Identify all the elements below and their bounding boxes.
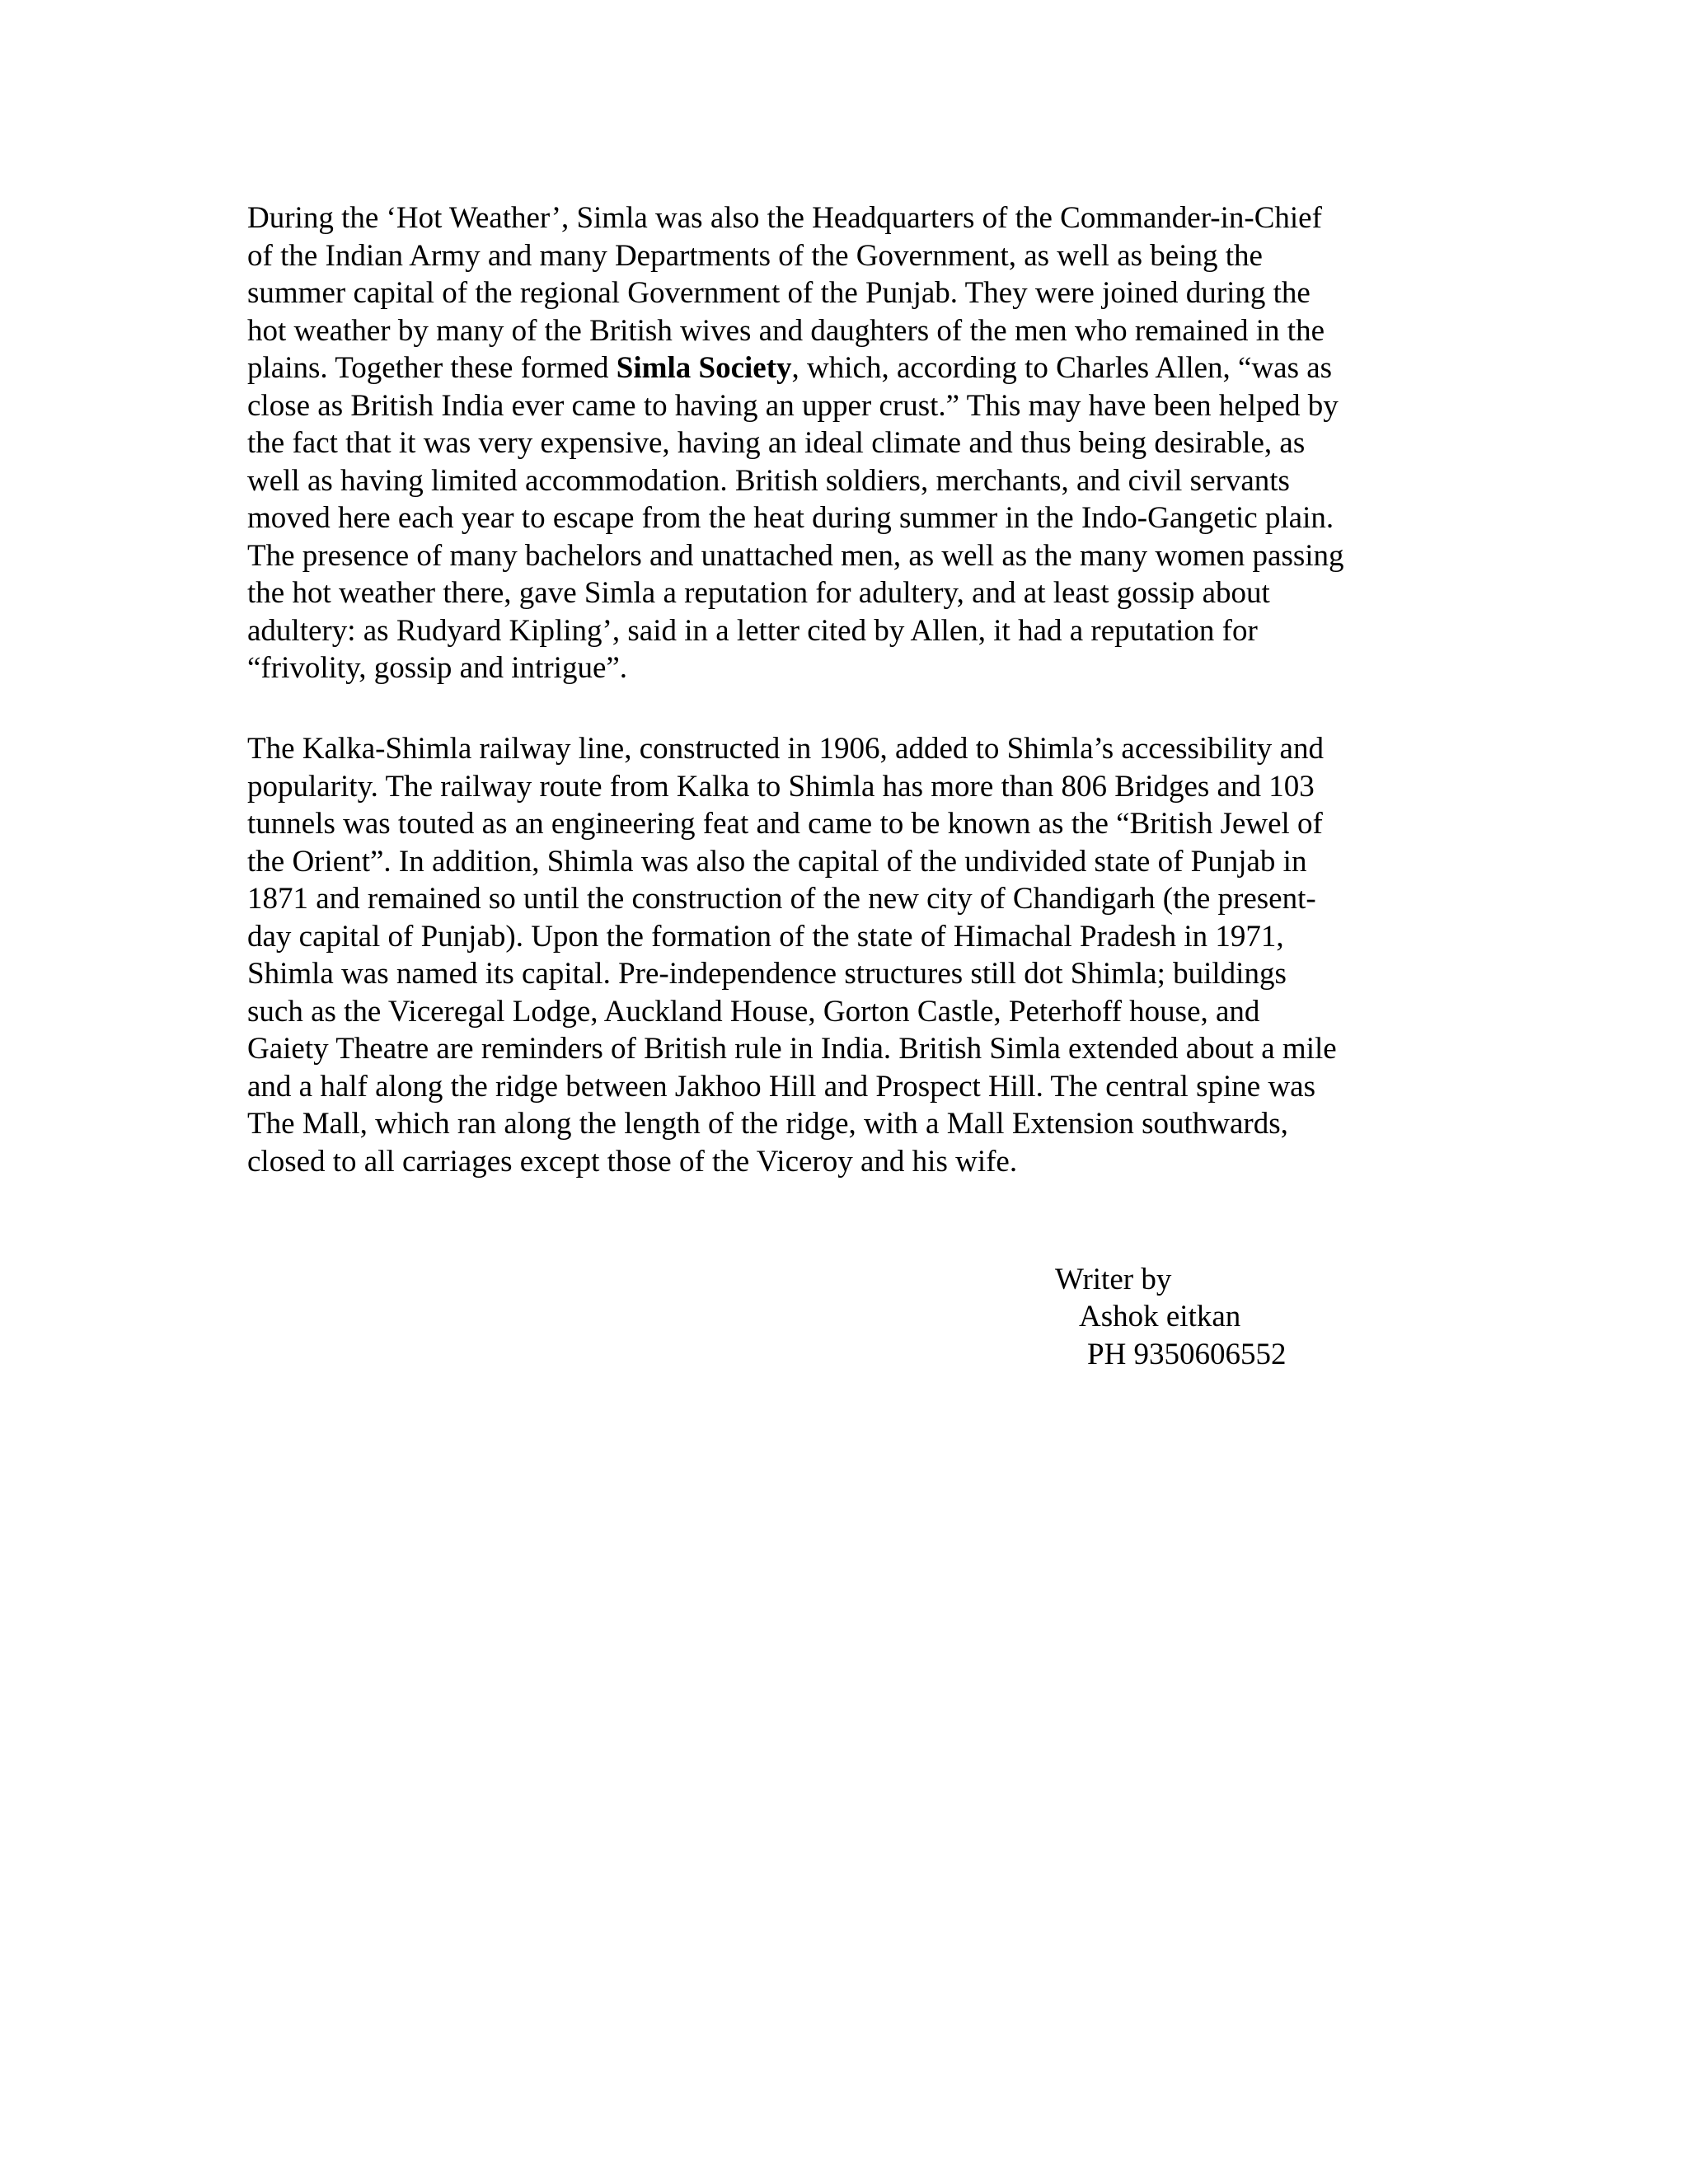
- text-line: summer capital of the regional Government of the Punjab. They were joined during the: [247, 276, 1311, 310]
- text-line: tunnels was touted as an engineering feat and came to be known as the “British Jewel of: [247, 807, 1323, 841]
- text-line: 1871 and remained so until the construction of the new city of Chandigarh (the present-: [247, 882, 1316, 916]
- text-line: hot weather by many of the British wives and daughters of the men who remained in the: [247, 313, 1325, 348]
- paragraph-railway: [247, 730, 1451, 1180]
- text-line: well as having limited accommodation. British soldiers, merchants, and civil servants: [247, 463, 1290, 498]
- text-line: of the Indian Army and many Departments of the Government, as well as being the: [247, 238, 1263, 273]
- text-run: plains. Together these formed: [247, 351, 617, 385]
- text-line: [247, 349, 1451, 387]
- author-phone: PH 9350606552: [1087, 1338, 1287, 1371]
- text-line: “frivolity, gossip and intrigue”.: [247, 651, 628, 685]
- text-line: the hot weather there, gave Simla a reputation for adultery, and at least gossip about: [247, 576, 1270, 610]
- text-line: Shimla was named its capital. Pre-independence structures still dot Shimla; buildings: [247, 957, 1287, 991]
- text-line: The Mall, which ran along the length of the ridge, with a Mall Extension southwards,: [247, 1107, 1288, 1141]
- text-line: moved here each year to escape from the heat during summer in the Indo-Gangetic plain.: [247, 501, 1334, 535]
- text-line: the fact that it was very expensive, having an ideal climate and thus being desirable, as: [247, 426, 1306, 460]
- text-line: The presence of many bachelors and unattached men, as well as the many women passing: [247, 538, 1344, 573]
- text-line: closed to all carriages except those of the Viceroy and his wife.: [247, 1144, 1018, 1179]
- author-name: Ashok eitkan: [1079, 1300, 1241, 1333]
- text-line: Gaiety Theatre are reminders of British rule in India. British Simla extended about a mile: [247, 1032, 1337, 1066]
- text-line: The Kalka-Shimla railway line, constructed in 1906, added to Shimla’s accessibility and: [247, 732, 1324, 766]
- text-run: , which, according to Charles Allen, “was as: [791, 351, 1333, 385]
- text-line: adultery: as Rudyard Kipling’, said in a letter cited by Allen, it had a reputation for: [247, 613, 1258, 648]
- text-line: close as British India ever came to having an upper crust.” This may have been helped by: [247, 388, 1339, 423]
- text-line: popularity. The railway route from Kalka to Shimla has more than 806 Bridges and 103: [247, 769, 1315, 804]
- text-line: During the ‘Hot Weather’, Simla was also the Headquarters of the Commander-in-Chief: [247, 201, 1322, 235]
- bold-term-simla-society: Simla Society: [616, 351, 792, 385]
- text-line: the Orient”. In addition, Shimla was also the capital of the undivided state of Punjab in: [247, 844, 1307, 879]
- text-line: such as the Viceregal Lodge, Auckland House, Gorton Castle, Peterhoff house, and: [247, 994, 1260, 1029]
- paragraph-hot-weather: [247, 199, 1451, 687]
- text-line: day capital of Punjab). Upon the formation of the state of Himachal Pradesh in 1971,: [247, 919, 1284, 954]
- text-line: and a half along the ridge between Jakhoo Hill and Prospect Hill. The central spine was: [247, 1069, 1315, 1104]
- signature-label: Writer by: [1055, 1263, 1172, 1296]
